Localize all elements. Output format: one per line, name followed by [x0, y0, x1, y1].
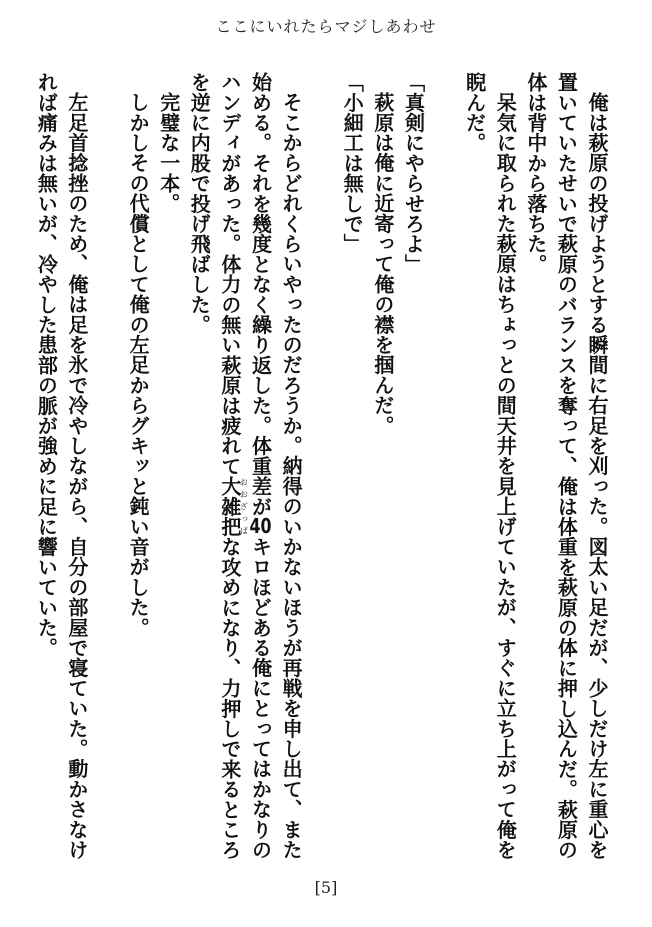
dialogue-text: 「真剣にやらせろよ」 [401, 72, 426, 274]
dialogue-line [398, 72, 429, 862]
running-title: ここにいれたらマジしあわせ [215, 17, 437, 36]
paragraph [123, 72, 154, 862]
ruby-word [217, 476, 249, 537]
paragraph-text: しかしその代償として俺の左足からグキッと鈍い音がした。 [126, 92, 151, 638]
dialogue-line [337, 72, 368, 862]
paragraph [184, 72, 306, 862]
paragraph-text: 左足首捻挫のため、俺は足を氷で冷やしながら、自分の部屋で寝ていた。動かさなければ痛みは無いが、冷やした患部の脈が強めに足に響いていた。 [34, 72, 89, 860]
paragraph-text: な攻めになり、力押しで来るところを逆に内股で投げ飛ばした。 [187, 72, 242, 860]
paragraph-text: 俺は萩原の投げようとする瞬間に右足を刈った。図太い足だが、少しだけ左に重心を置いていたせいで萩原のバランスを奪って、俺は体重を萩原の体に押し込んだ。萩原の体は背中から落ちた。 [523, 72, 609, 860]
paragraph-text: 完璧な一本。 [156, 92, 181, 214]
page-number: [5] [314, 878, 338, 897]
dialogue-text: 「小細工は無しで」 [340, 72, 365, 254]
paragraph [367, 72, 398, 862]
tate-chu-yoko-number: 40 [249, 516, 272, 537]
paragraph [153, 72, 184, 862]
vertical-body-text [27, 72, 612, 862]
paragraph [31, 72, 92, 862]
paragraph-text: そこからどれくらいやったのだろうか。納得のいかないほうが再戦を申し出て、また始める。それを幾度となく繰り返した。体重差が [248, 72, 304, 860]
paragraph [459, 72, 520, 862]
blank-line [306, 72, 337, 862]
ruby-reading: おおざっぱ [239, 476, 249, 537]
paragraph-text: 呆気に取られた萩原はちょっとの間天井を見上げていたが、すぐに立ち上がって俺を睨んだ。 [462, 72, 518, 860]
ruby-base: 大雑把 [217, 476, 242, 537]
paragraph-text: キロほどある俺にとってはかなりのハンディがあった。体力の無い萩原は疲れて [217, 72, 273, 860]
blank-line [428, 72, 459, 862]
paragraph [520, 72, 612, 862]
paragraph-text: 萩原は俺に近寄って俺の襟を掴んだ。 [370, 92, 395, 436]
blank-line [92, 72, 123, 862]
